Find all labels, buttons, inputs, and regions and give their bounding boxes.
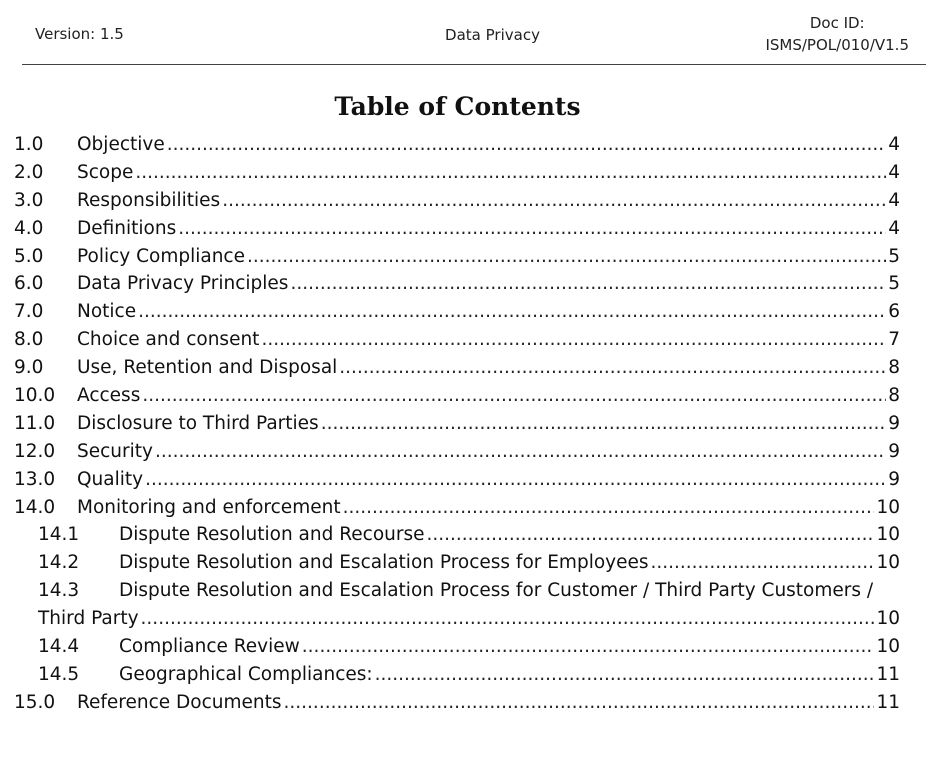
toc-leader-dots bbox=[247, 243, 886, 271]
toc-leader-dots bbox=[339, 354, 886, 382]
toc-entry-label[interactable]: Definitions bbox=[77, 217, 177, 239]
toc-entry-2-0[interactable] bbox=[14, 159, 900, 187]
toc-entry-label[interactable]: Access bbox=[77, 385, 141, 407]
toc-leader-dots bbox=[302, 633, 875, 661]
toc-entry-number: 15.0 bbox=[14, 691, 56, 713]
header-doc-id bbox=[765, 12, 909, 56]
toc-entry-page[interactable]: 10 bbox=[876, 608, 900, 630]
toc-entry-15-0[interactable] bbox=[14, 689, 900, 717]
toc-entry-label[interactable]: Objective bbox=[77, 134, 165, 155]
toc-entry-page[interactable]: 9 bbox=[888, 412, 900, 434]
toc-entry-label[interactable]: Use, Retention and Disposal bbox=[77, 357, 338, 379]
toc-leader-dots bbox=[290, 270, 886, 298]
toc-entry-number: 14.5 bbox=[38, 663, 80, 685]
toc-leader-dots bbox=[222, 187, 886, 215]
toc-entry-11-0[interactable] bbox=[14, 410, 900, 438]
toc-entry-label[interactable]: Security bbox=[77, 440, 153, 462]
toc-leader-dots bbox=[155, 438, 886, 466]
doc-id-value: ISMS/POL/010/V1.5 bbox=[765, 36, 909, 54]
toc-entry-page[interactable]: 5 bbox=[888, 273, 900, 295]
toc-entry-8-0[interactable] bbox=[14, 326, 900, 354]
toc-entry-label[interactable]: Data Privacy Principles bbox=[77, 273, 289, 295]
toc-entry-page[interactable]: 10 bbox=[876, 636, 900, 658]
toc-entry-label[interactable]: Dispute Resolution and Recourse bbox=[119, 524, 425, 546]
toc-entry-page[interactable]: 8 bbox=[888, 385, 900, 407]
toc-entry-page[interactable]: 4 bbox=[888, 189, 900, 211]
toc-entry-14-2[interactable] bbox=[14, 549, 900, 577]
toc-entry-page[interactable]: 5 bbox=[888, 245, 900, 267]
toc-entry-number: 14.4 bbox=[38, 636, 80, 658]
toc-entry-page[interactable]: 10 bbox=[876, 552, 900, 574]
toc-entry-page[interactable]: 9 bbox=[888, 440, 900, 462]
toc-title: Table of Contents bbox=[334, 92, 581, 121]
toc-entry-label[interactable]: Dispute Resolution and Escalation Process for Employees bbox=[119, 552, 649, 574]
toc-entry-label[interactable]: Responsibilities bbox=[77, 189, 221, 211]
toc-entry-number: 11.0 bbox=[14, 412, 56, 434]
toc-entry-label[interactable]: Monitoring and enforcement bbox=[77, 496, 341, 518]
toc-entry-number: 14.2 bbox=[38, 552, 80, 574]
toc-entry-label[interactable]: Quality bbox=[77, 468, 144, 490]
toc-entry-number: 1.0 bbox=[14, 134, 44, 155]
toc-entry-page[interactable]: 11 bbox=[876, 663, 900, 685]
toc-entry-14-3[interactable] bbox=[14, 577, 900, 605]
toc-entry-page[interactable]: 4 bbox=[888, 134, 900, 155]
toc-entry-label[interactable]: Reference Documents bbox=[77, 691, 282, 713]
toc-entry-14-1[interactable] bbox=[14, 521, 900, 549]
toc-entry-label[interactable]: Dispute Resolution and Escalation Process for Customer / Third Party Customers / bbox=[119, 580, 874, 602]
toc-entry-page[interactable]: 9 bbox=[888, 468, 900, 490]
toc-entry-label[interactable]: Compliance Review bbox=[119, 636, 300, 658]
toc-entry-13-0[interactable] bbox=[14, 466, 900, 494]
toc-entry-number: 2.0 bbox=[14, 161, 44, 183]
toc-entry-3-0[interactable] bbox=[14, 187, 900, 215]
header-divider bbox=[22, 64, 926, 65]
toc-entry-number: 13.0 bbox=[14, 468, 56, 490]
toc-entry-number: 12.0 bbox=[14, 440, 56, 462]
toc-entry-12-0[interactable] bbox=[14, 438, 900, 466]
toc-entry-14-4[interactable] bbox=[14, 633, 900, 661]
toc-leader-dots bbox=[321, 410, 887, 438]
toc-entry-5-0[interactable] bbox=[14, 243, 900, 271]
toc-leader-dots bbox=[141, 605, 875, 633]
toc-entry-number: 5.0 bbox=[14, 245, 44, 267]
toc-leader-dots bbox=[178, 215, 886, 243]
toc-entry-number: 14.0 bbox=[14, 496, 56, 518]
doc-id-label: Doc ID: bbox=[809, 14, 865, 32]
toc-entry-1-0[interactable] bbox=[14, 131, 900, 159]
toc-entry-label[interactable]: Disclosure to Third Parties bbox=[77, 412, 319, 434]
toc-entry-number: 7.0 bbox=[14, 301, 44, 323]
toc-leader-dots bbox=[343, 494, 875, 522]
toc-entry-page[interactable]: 6 bbox=[888, 301, 900, 323]
toc-entry-page[interactable]: 8 bbox=[888, 357, 900, 379]
toc-leader-dots bbox=[284, 689, 875, 717]
toc-entry-number: 8.0 bbox=[14, 329, 44, 351]
toc-entry-page[interactable]: 4 bbox=[888, 161, 900, 183]
toc-leader-dots bbox=[135, 159, 886, 187]
toc-leader-dots bbox=[375, 661, 875, 689]
toc-leader-dots bbox=[167, 131, 886, 159]
toc-entry-number: 4.0 bbox=[14, 217, 44, 239]
toc-entry-page[interactable]: 4 bbox=[888, 217, 900, 239]
toc-entry-label[interactable]: Choice and consent bbox=[77, 329, 260, 351]
toc-leader-dots bbox=[145, 466, 886, 494]
toc-leader-dots bbox=[142, 382, 886, 410]
toc-entry-page[interactable]: 10 bbox=[876, 496, 900, 518]
toc-entry-10-0[interactable] bbox=[14, 382, 900, 410]
toc-entry-9-0[interactable] bbox=[14, 354, 900, 382]
toc-entry-label[interactable]: Notice bbox=[77, 301, 137, 323]
toc-entry-number: 9.0 bbox=[14, 357, 44, 379]
toc-leader-dots bbox=[138, 298, 886, 326]
toc-entry-14-3-continued[interactable] bbox=[14, 605, 900, 633]
toc-entry-6-0[interactable] bbox=[14, 270, 900, 298]
header-document-title: Data Privacy bbox=[445, 26, 540, 44]
toc-entry-label-continued[interactable]: Third Party bbox=[38, 608, 139, 630]
toc-entry-page[interactable]: 11 bbox=[876, 691, 900, 713]
toc-entry-number: 3.0 bbox=[14, 189, 44, 211]
toc-entry-label[interactable]: Geographical Compliances: bbox=[119, 663, 373, 685]
toc-entry-14-0[interactable] bbox=[14, 494, 900, 522]
toc-entry-number: 14.3 bbox=[38, 580, 80, 602]
toc-leader-dots bbox=[651, 549, 875, 577]
toc-entry-number: 14.1 bbox=[38, 524, 80, 546]
toc-entry-4-0[interactable] bbox=[14, 215, 900, 243]
toc-leader-dots bbox=[261, 326, 886, 354]
header-version: Version: 1.5 bbox=[35, 25, 124, 43]
table-of-contents bbox=[14, 131, 900, 717]
toc-entry-page[interactable]: 10 bbox=[876, 524, 900, 546]
toc-entry-number: 10.0 bbox=[14, 385, 56, 407]
toc-entry-number: 6.0 bbox=[14, 273, 44, 295]
toc-entry-label[interactable]: Scope bbox=[77, 161, 134, 183]
toc-entry-label[interactable]: Policy Compliance bbox=[77, 245, 245, 267]
toc-entry-page[interactable]: 7 bbox=[888, 329, 900, 351]
toc-leader-dots bbox=[427, 521, 875, 549]
toc-entry-14-5[interactable] bbox=[14, 661, 900, 689]
toc-entry-7-0[interactable] bbox=[14, 298, 900, 326]
